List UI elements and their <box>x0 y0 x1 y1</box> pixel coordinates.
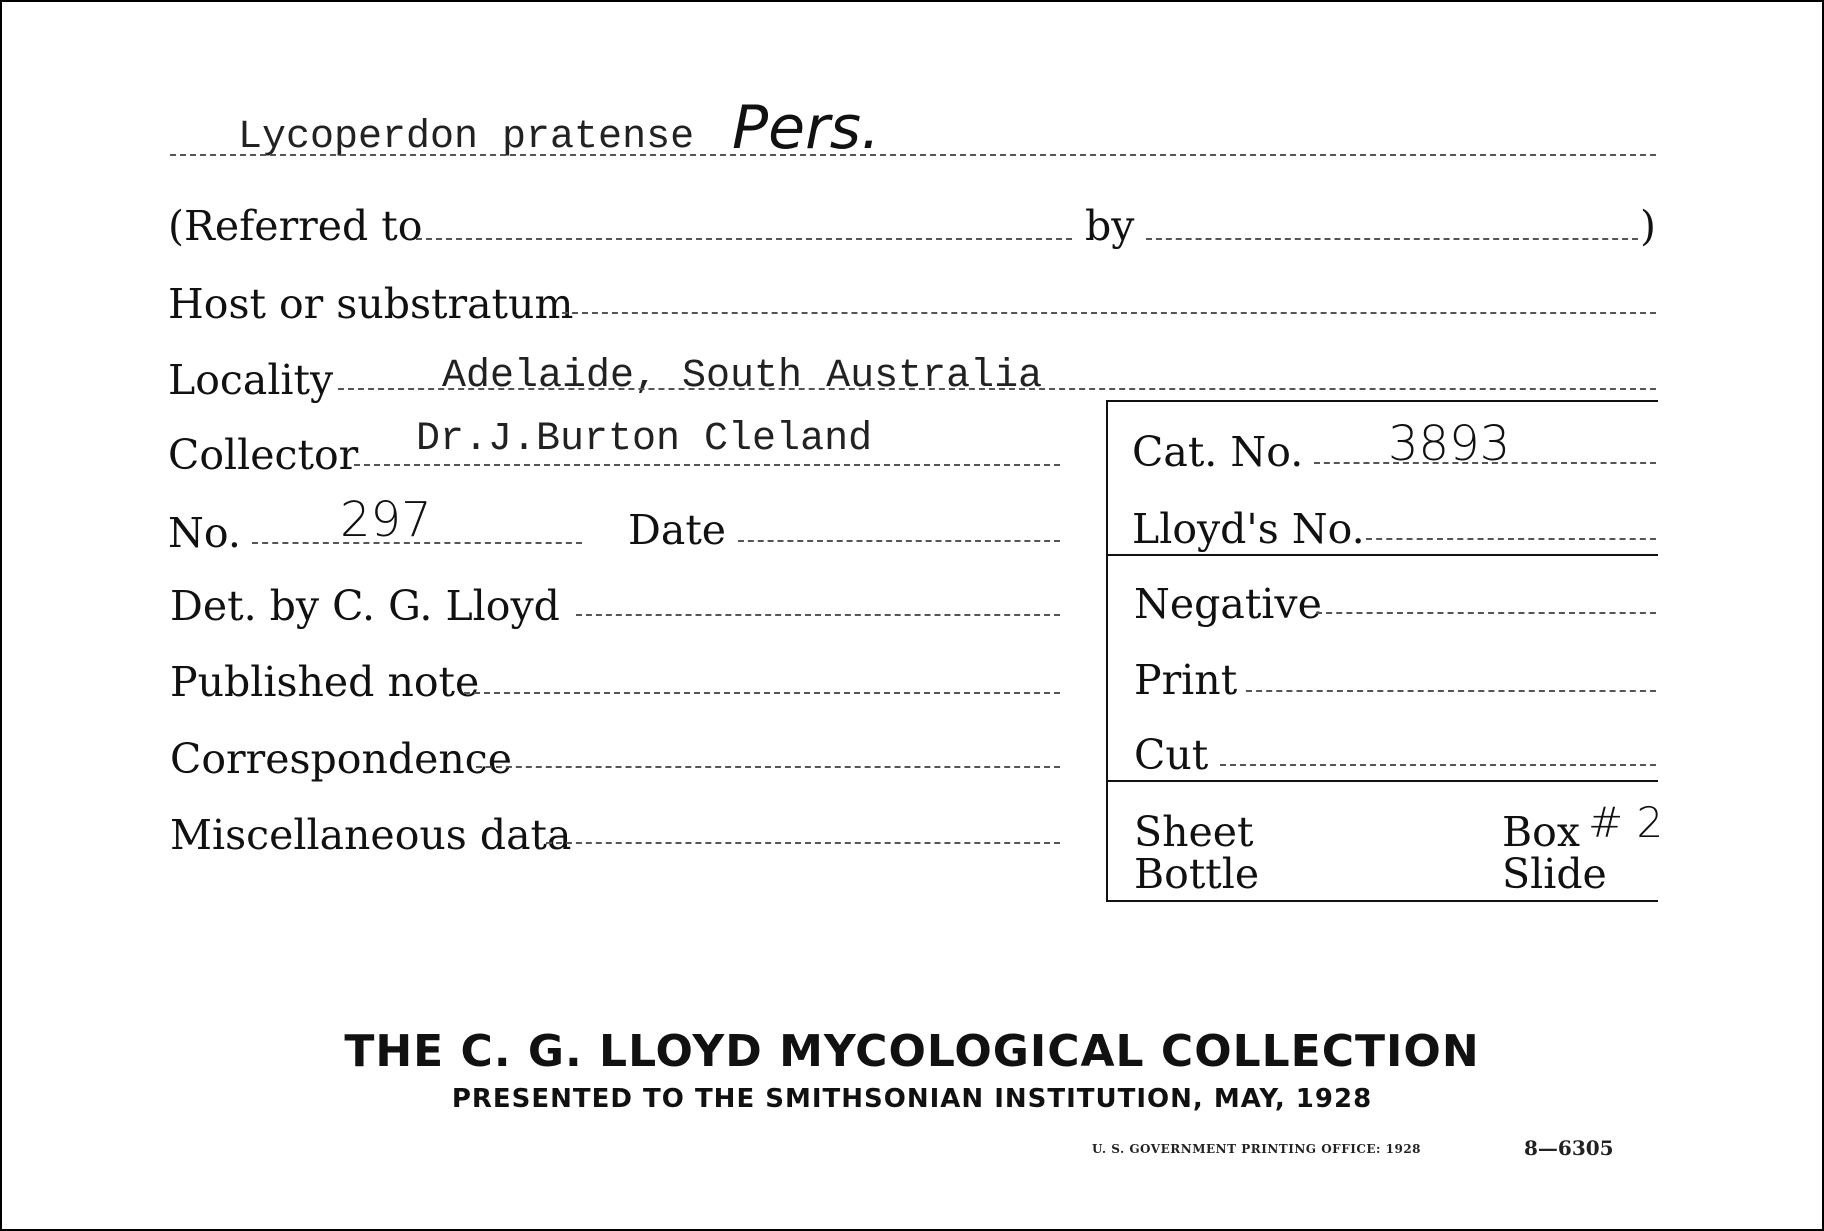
host-label: Host or substratum <box>168 280 574 328</box>
published-note-line <box>464 692 1060 694</box>
species-line <box>170 154 1656 156</box>
form-number: 8—6305 <box>1524 1136 1614 1160</box>
det-by-line <box>576 614 1060 616</box>
host-line <box>562 312 1656 314</box>
by-label: by <box>1085 202 1135 250</box>
by-line <box>1146 238 1638 240</box>
slide-label: Slide <box>1502 850 1607 898</box>
correspondence-line <box>476 766 1060 768</box>
no-label: No. <box>168 509 241 557</box>
misc-data-label: Miscellaneous data <box>170 811 572 859</box>
box-left-border <box>1106 400 1108 902</box>
cat-no-value-handwritten: 3893 <box>1388 416 1511 472</box>
collector-line <box>354 464 1060 466</box>
correspondence-label: Correspondence <box>170 735 513 783</box>
locality-line <box>338 388 1656 390</box>
collection-subtitle: PRESENTED TO THE SMITHSONIAN INSTITUTION, MAY, 1928 <box>451 1084 1373 1114</box>
box-top-border <box>1106 400 1658 402</box>
date-label: Date <box>628 506 727 554</box>
cat-no-line <box>1314 462 1656 464</box>
species-author-handwritten: Pers. <box>732 93 881 163</box>
cat-no-label: Cat. No. <box>1132 428 1304 476</box>
close-paren: ) <box>1640 202 1656 250</box>
lloyds-no-line <box>1366 538 1656 540</box>
misc-data-line <box>546 842 1060 844</box>
published-note-label: Published note <box>170 658 480 706</box>
cut-label: Cut <box>1134 731 1209 779</box>
date-line <box>738 540 1060 542</box>
box-divider-1 <box>1106 554 1658 556</box>
box-bottom-border <box>1106 900 1658 902</box>
printing-office-note: U. S. GOVERNMENT PRINTING OFFICE: 1928 <box>1092 1142 1422 1156</box>
negative-label: Negative <box>1134 580 1322 628</box>
no-value-handwritten: 297 <box>340 492 432 548</box>
no-line <box>252 542 582 544</box>
locality-value: Adelaide, South Australia <box>442 354 1043 399</box>
box-divider-2 <box>1106 780 1658 782</box>
species-name: Lycoperdon pratense <box>238 115 695 160</box>
lloyds-no-label: Lloyd's No. <box>1132 505 1365 553</box>
print-line <box>1246 690 1656 692</box>
bottle-label: Bottle <box>1134 850 1260 898</box>
cut-line <box>1220 764 1656 766</box>
print-label: Print <box>1134 656 1238 704</box>
sheet-label: Sheet <box>1134 808 1254 856</box>
collector-label: Collector <box>168 431 359 479</box>
det-by-label: Det. by C. G. Lloyd <box>170 582 560 630</box>
negative-line <box>1316 612 1656 614</box>
collection-title: THE C. G. LLOYD MYCOLOGICAL COLLECTION <box>344 1026 1480 1077</box>
box-label: Box <box>1502 808 1580 856</box>
locality-label: Locality <box>168 356 334 404</box>
collector-value: Dr.J.Burton Cleland <box>416 417 873 462</box>
box-number-handwritten: # 2 <box>1588 798 1664 847</box>
referred-to-line <box>416 238 1072 240</box>
referred-to-label: (Referred to <box>168 202 423 250</box>
